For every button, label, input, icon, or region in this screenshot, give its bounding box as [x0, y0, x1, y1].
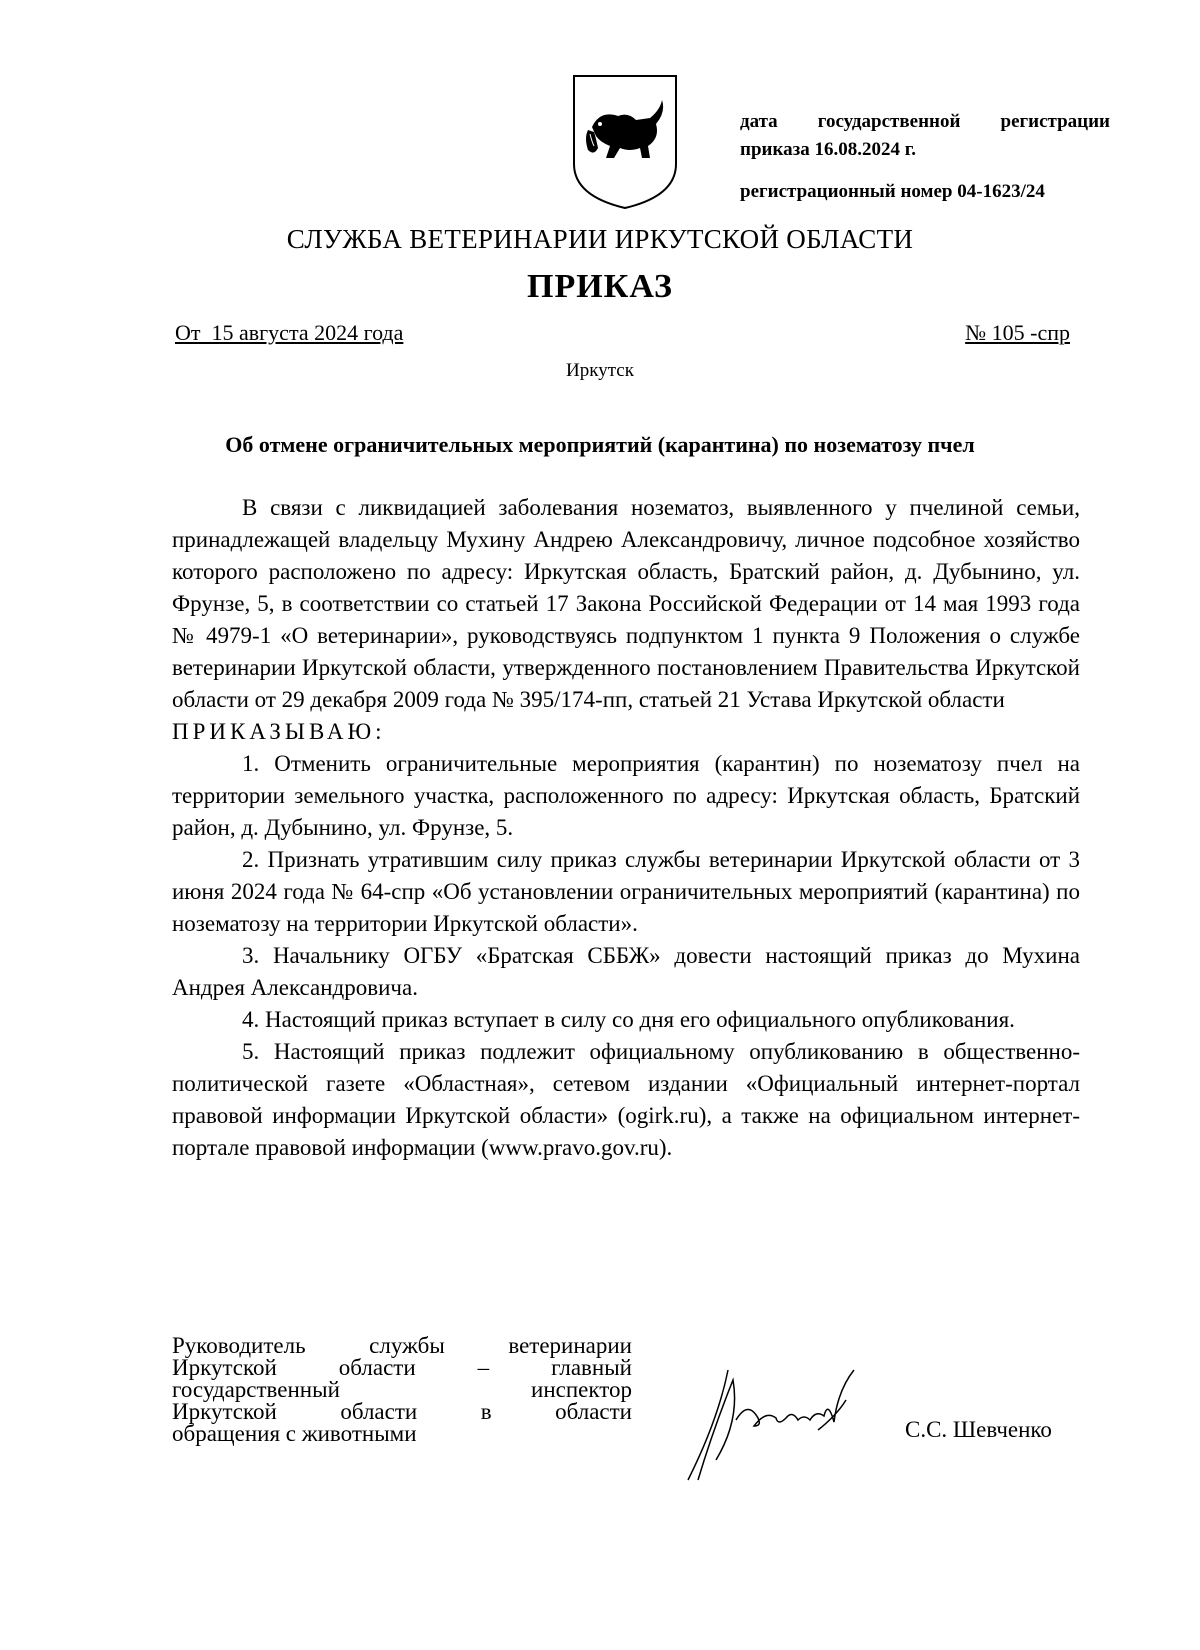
signer-position-line: Иркутской области в области [172, 1399, 632, 1424]
order-date: От 15 августа 2024 года [175, 320, 404, 345]
order-item-1: 1. Отменить ограничительные мероприятия (карантин) по нозематозу пчел на территории земельного участка, расположенного по адресу: Иркутская область, Братский район, д. Дубынино, ул. Фрунзе, 5. [172, 751, 1080, 840]
signer-position-line: государственный инспектор [172, 1377, 632, 1402]
order-item-4: 4. Настоящий приказ вступает в силу со дня его официального опубликования. [242, 1007, 1015, 1032]
order-item-5: 5. Настоящий приказ подлежит официальному опубликованию в общественно-политической газете «Областная», сетевом издании «Официальный интернет-портал правовой информации Иркутской области» (ogirk.ru), а также на официальном интернет-портале правовой информации (www.pravo.gov.ru). [172, 1039, 1080, 1160]
registration-date-value: приказа 16.08.2024 г. [740, 139, 916, 160]
order-city: Иркутск [566, 360, 634, 381]
handwritten-signature [658, 1330, 898, 1490]
order-subject: Об отмене ограничительных мероприятий (карантина) по нозематозу пчел [225, 432, 975, 457]
registration-number: регистрационный номер 04-1623/24 [740, 181, 1045, 202]
signer-name: С.С. Шевченко [905, 1417, 1052, 1442]
order-body [172, 492, 1080, 1164]
organization-name: СЛУЖБА ВЕТЕРИНАРИИ ИРКУТСКОЙ ОБЛАСТИ [286, 224, 914, 254]
registration-block [740, 108, 1110, 206]
signer-position-line: Иркутской области – главный [172, 1355, 632, 1380]
order-command: ПРИКАЗЫВАЮ: [172, 719, 386, 744]
registration-date-label: дата государственной регистрации [740, 111, 1110, 132]
order-item-2: 2. Признать утратившим силу приказ службы ветеринарии Иркутской области от 3 июня 2024 года № 64-спр «Об установлении ограничительных мероприятий (карантина) по нозематозу на территории Иркутской области». [172, 847, 1080, 936]
signer-position-line: Руководитель службы ветеринарии [172, 1333, 632, 1358]
coat-of-arms-emblem [570, 72, 680, 212]
order-number: № 105 -спр [965, 320, 1070, 345]
signer-position-line: обращения с животными [172, 1421, 417, 1446]
order-preamble: В связи с ликвидацией заболевания нозематоз, выявленного у пчелиной семьи, принадлежащей владельцу Мухину Андрею Александровичу, личное подсобное хозяйство которого расположено по адресу: Иркутская область, Братский район, д. Дубынино, ул. Фрунзе, 5, в соответствии со статьей 17 Закона Российской Федерации от 14 мая 1993 года № 4979-1 «О ветеринарии», руководствуясь подпунктом 1 пункта 9 Положения о службе ветеринарии Иркутской области, утвержденного постановлением Правительства Иркутской области от 29 декабря 2009 года № 395/174-пп, статьей 21 Устава Иркутской области [172, 495, 1080, 712]
document-type: ПРИКАЗ [527, 268, 673, 305]
order-item-3: 3. Начальнику ОГБУ «Братская СББЖ» довести настоящий приказ до Мухина Андрея Александровича. [172, 943, 1080, 1000]
signer-position [172, 1335, 632, 1445]
